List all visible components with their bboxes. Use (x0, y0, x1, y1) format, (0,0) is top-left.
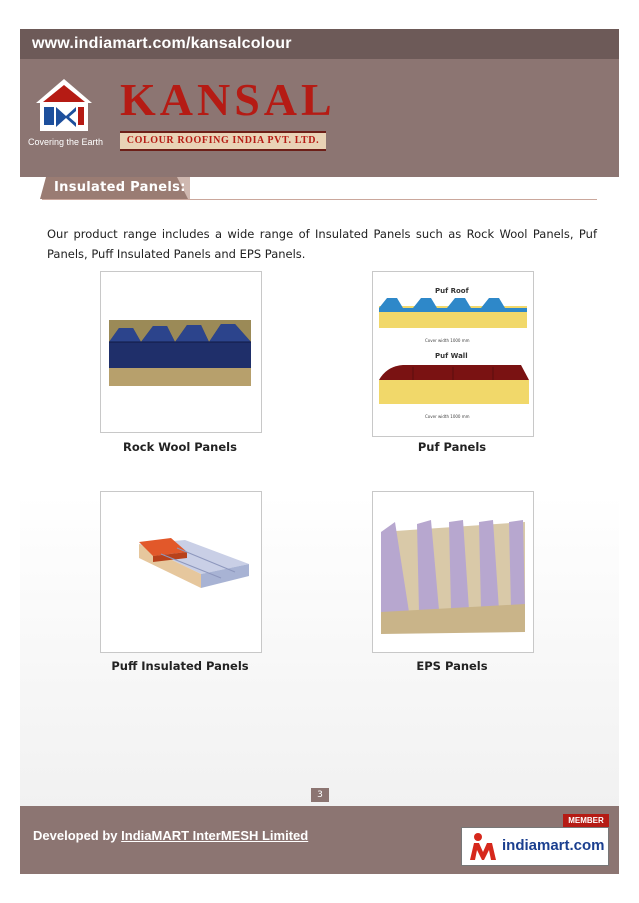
brand-subtitle: COLOUR ROOFING INDIA PVT. LTD. (120, 131, 326, 151)
cover-width-label-1: Cover width 1000 mm (425, 338, 470, 343)
product-image-puf[interactable] (372, 271, 534, 437)
kansal-logo-icon (34, 77, 94, 132)
page-header (20, 29, 619, 177)
developed-by-prefix: Developed by (33, 828, 118, 843)
section-tag (40, 177, 190, 199)
product-image-rock-wool[interactable] (100, 271, 262, 433)
puf-roof-label: Puf Roof (435, 287, 469, 295)
page-footer (20, 806, 619, 874)
page-number: 3 (311, 788, 329, 802)
puf-wall-label: Puf Wall (435, 352, 468, 360)
url-bar (20, 29, 619, 59)
member-badge: MEMBER (563, 814, 609, 827)
brand-name: KANSAL (120, 74, 336, 125)
brochure-page (20, 29, 619, 874)
product-image-eps[interactable] (372, 491, 534, 653)
product-image-puff-insulated[interactable] (100, 491, 262, 653)
section-title: Insulated Panels: (54, 180, 186, 195)
product-caption-rock-wool: Rock Wool Panels (123, 440, 237, 454)
developer-link[interactable]: IndiaMART InterMESH Limited (121, 828, 309, 843)
site-url[interactable]: www.indiamart.com/kansalcolour (32, 35, 292, 52)
intro-text: Our product range includes a wide range of Insulated Panels such as Rock Wool Panels, Puf Panels, Puff Insulated Panels and EPS Panels. (47, 226, 597, 261)
product-caption-puf: Puf Panels (417, 440, 487, 454)
indiamart-member-logo[interactable] (461, 814, 611, 866)
indiamart-logo-box (461, 827, 609, 866)
indiamart-logo-text: indiamart.com (502, 837, 605, 854)
product-caption-eps: EPS Panels (416, 659, 488, 673)
indiamart-m-icon (466, 828, 502, 864)
cover-width-label-2: Cover width 1000 mm (425, 414, 470, 419)
product-caption-puff-insulated: Puff Insulated Panels (111, 659, 249, 673)
tagline: Covering the Earth (28, 137, 104, 147)
section-divider (42, 199, 597, 200)
developed-by (33, 828, 308, 843)
